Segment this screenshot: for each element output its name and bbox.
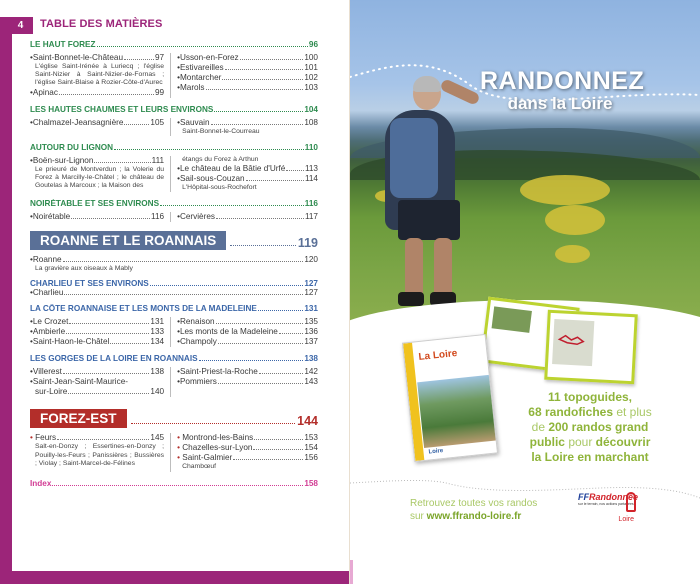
toc-entry[interactable]: • Usson-en-Forez 100 [177,53,318,62]
toc-subentry: Saint-Bonnet-le-Courreau [182,127,260,135]
region-label-box: FOREZ-EST [30,409,127,428]
section-cote-roannaise[interactable]: LA CÔTE ROANNAISE ET LES MONTS DE LA MADELEINE 131 [30,304,318,314]
website-callout: Retrouvez toutes vos randos sur www.ffrando-loire.fr [410,498,538,522]
toc-entry[interactable]: • Sail-sous-Couzan 114 [177,174,318,184]
toc-title: TABLE DES MATIÈRES [40,18,163,30]
toc-subentry: Chambœuf [182,463,217,471]
toc-entry[interactable]: • Noirétable 116 [30,212,165,222]
toc-entry[interactable]: • Boën-sur-Lignon 111 [30,155,165,165]
toc-entry[interactable]: • Saint-Galmier 156 [177,453,318,463]
section-hautes-chaumes[interactable]: LES HAUTES CHAUMES ET LEURS ENVIRONS 104 [30,104,318,114]
toc-subentry: Le prieuré de Montverdun ; la Volerie du Forez à Marcilly-le-Châtel ; le château de Goutelas à Marcoux ; la Maison des [35,165,165,190]
hiker-backpack [390,118,438,198]
toc-entry[interactable]: • Chalmazel-Jeansagnière 105 [30,117,165,127]
toc [30,40,318,492]
toc-entry[interactable]: • Les monts de la Madeleine 136 [177,327,318,337]
region-label-box: ROANNE ET LE ROANNAIS [30,231,226,250]
haut-forez-entries [30,53,318,98]
randofiche-map-spread [544,310,638,385]
toc-entry[interactable]: • Cervières 117 [177,212,318,222]
toc-entry[interactable]: sur-Loire 140 [35,387,165,397]
headline-main: RANDONNEZ [480,67,645,95]
toc-entry[interactable]: • Feurs 145 [30,433,165,443]
section-noiretable[interactable]: NOIRÉTABLE ET SES ENVIRONS 116 [30,199,318,209]
gorse-bush [520,175,610,205]
toc-entry[interactable]: • Villerest 138 [30,367,165,377]
toc-entry[interactable]: • Charlieu 127 [30,288,318,298]
toc-subentry: L'église Saint-Irénée à Luriecq ; l'église Saint-Nizier à Saint-Nizier-de-Fornas ; l'église Saint-Blaise à Rozier-Côte-d'Aurec [35,63,165,87]
toc-entry[interactable]: • Roanne 120 [30,255,318,265]
toc-entry[interactable]: • Montarcher 102 [177,73,318,82]
toc-subentry: Salt-en-Donzy ; Essertines-en-Donzy ; Pouilly-les-Feurs ; Panissières ; Bussières ; Violay ; Saint-Marcel-de-Félines [35,443,165,467]
gorse-bush [545,205,605,235]
ffrandonnee-logo: FFRandonnée sur le terrain, nos actions partagées Loire [578,492,639,523]
toc-entry[interactable]: • Ambierle 133 [30,327,165,337]
page-number: 4 [17,20,24,31]
region-forez-est[interactable] [30,409,318,428]
toc-entry[interactable]: • Chazelles-sur-Lyon 154 [177,443,318,453]
headline-sub: dans la Loire [507,94,613,113]
hiker-leg [434,238,452,298]
hautes-chaumes-entries [30,118,318,136]
toc-entry[interactable]: • Montrond-les-Bains 153 [177,433,318,443]
toc-entry[interactable]: • Le château de la Bâtie d'Urfé 113 [177,164,318,174]
headline [480,67,645,114]
region-page: 144 [297,414,318,429]
toc-subentry: L'Hôpital-sous-Rochefort [182,184,257,192]
toc-entry[interactable]: • Marols 103 [177,83,318,92]
hiker-leg [405,238,423,298]
promo-text: 11 topoguides, 68 randofiches et plus de 200 randos grand public pour découvrir la Loire en marchant [528,390,652,464]
hiker-logo-icon [626,492,636,512]
section-haut-forez[interactable] [30,40,318,49]
toc-entry[interactable]: • Estivareilles 101 [177,63,318,72]
toc-entry[interactable]: • Saint-Jean-Saint-Maurice- [30,377,128,387]
toc-subentry: La gravière aux oiseaux à Mably [35,265,133,273]
gorges-entries [30,367,318,397]
toc-entry[interactable]: • Apinac 99 [30,87,165,97]
hiker-shorts [398,200,460,240]
toc-entry[interactable]: • Le Crozet 131 [30,317,165,327]
purple-border-horizontal [0,571,350,584]
toc-entry[interactable]: • Champoly 137 [177,337,318,347]
region-roanne[interactable] [30,231,318,250]
toc-entry[interactable]: • Saint-Bonnet-le-Château 97 [30,53,165,62]
section-gorges-loire[interactable]: LES GORGES DE LA LOIRE EN ROANNAIS 138 [30,354,318,364]
section-autour-du-lignon[interactable]: AUTOUR DU LIGNON 110 [30,142,318,152]
toc-entry[interactable]: • Saint-Priest-la-Roche 142 [177,367,318,377]
section-label: LE HAUT FOREZ [30,40,96,49]
noiretable-entries [30,212,318,222]
section-charlieu[interactable]: CHARLIEU ET SES ENVIRONS 127 [30,279,318,289]
gorse-bush [555,245,590,263]
toc-entry[interactable]: • Pommiers 143 [177,377,318,387]
website-link[interactable]: www.ffrando-loire.fr [426,511,522,522]
section-index[interactable]: Index 158 [30,478,318,488]
forez-est-entries [30,433,318,471]
cote-entries [30,317,318,347]
lignon-entries [30,156,318,192]
region-page: 119 [297,236,318,251]
hiker-boot [398,292,424,306]
pink-corner-mark [350,560,353,584]
purple-border-vertical [0,17,12,584]
right-page-advert [350,0,700,584]
section-page: 96 [308,40,318,49]
toc-entry[interactable]: • Renaison 135 [177,317,318,327]
topoguide-cover: La Loire Loire [402,334,498,462]
hiker-landscape-photo [350,0,700,335]
page-number-tab [0,17,33,34]
toc-entry[interactable]: • Sauvain 108 [177,117,318,127]
toc-entry[interactable]: • Saint-Haon-le-Châtel 134 [30,337,165,347]
toc-subentry-continuation: étangs du Forez à Arthun [182,155,259,163]
